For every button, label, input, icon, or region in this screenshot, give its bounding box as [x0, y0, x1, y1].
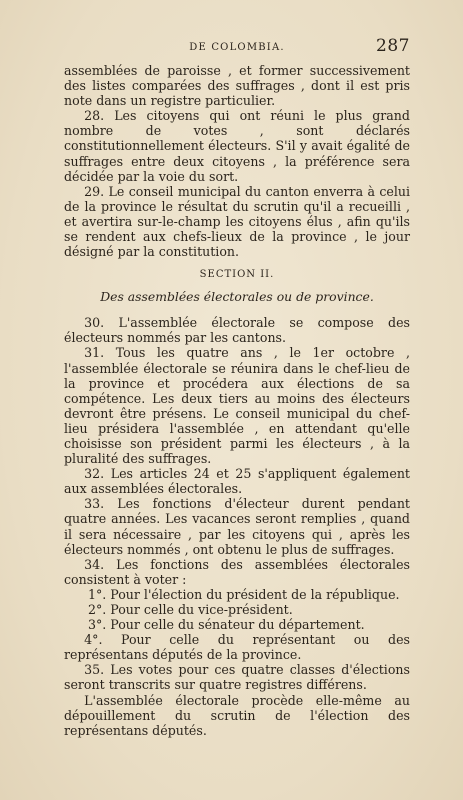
page-header	[64, 38, 410, 56]
article-33: 33. Les fonctions d'électeur durent pendant quatre années. Les vacances seront remplies , quand il sera nécessaire , par les citoyens qui , après les électeurs nommés , ont obtenu le plus de suffrages.	[64, 496, 410, 557]
article-28: 28. Les citoyens qui ont réuni le plus grand nombre de votes , sont déclarés constitutionnellement électeurs. S'il y avait égalité de suffrages entre deux citoyens , la préférence sera décidée par la voie du sort.	[64, 108, 410, 184]
paragraph-continuation: assemblées de paroisse , et former successivement des listes comparées des suffrages , dont il est pris note dans un registre particulier.	[64, 63, 410, 109]
article-31: 31. Tous les quatre ans , le 1er octobre , l'assemblée électorale se réunira dans le chef-lieu de la province et procédera aux élections de sa compétence. Les deux tiers au moins des électeurs devront être présens. Le conseil municipal du chef-lieu présidera l'assemblée , en attendant qu'elle choisisse son président parmi les électeurs , à la pluralité des suffrages.	[64, 345, 410, 467]
article-30: 30. L'assemblée électorale se compose des électeurs nommés par les cantons.	[64, 315, 410, 346]
section-title: SECTION II.	[199, 269, 275, 281]
article-34-item: 2°. Pour celle du vice-président.	[87, 602, 293, 617]
closing-paragraph: L'assemblée électorale procède elle-même au dépouillement du scrutin de l'élection des représentans députés.	[64, 692, 410, 738]
page-number: 287	[376, 36, 410, 56]
section-subtitle: Des assemblées électorales ou de province.	[100, 289, 374, 305]
running-head: DE COLOMBIA.	[189, 42, 285, 53]
article-34-item: 3°. Pour celle du sénateur du département.	[87, 617, 365, 633]
page-body	[64, 63, 410, 738]
article-34: 34. Les fonctions des assemblées électorales consistent à voter :	[64, 556, 410, 587]
article-35: 35. Les votes pour ces quatre classes d'élections seront transcrits sur quatre registres différens.	[64, 662, 410, 693]
article-29: 29. Le conseil municipal du canton enverra à celui de la province le résultat du scrutin qu'il a recueilli , et avertira sur-le-champ les citoyens élus , afin qu'ils se rendent aux chefs-lieux de la province , le jour désigné par la constitution.	[64, 183, 410, 260]
article-32: 32. Les articles 24 et 25 s'appliquent également aux assemblées électorales.	[64, 466, 410, 497]
article-34-item: 4°. Pour celle du représentant ou des représentans députés de la province.	[64, 632, 410, 663]
article-34-item: 1°. Pour l'élection du président de la république.	[87, 586, 400, 602]
